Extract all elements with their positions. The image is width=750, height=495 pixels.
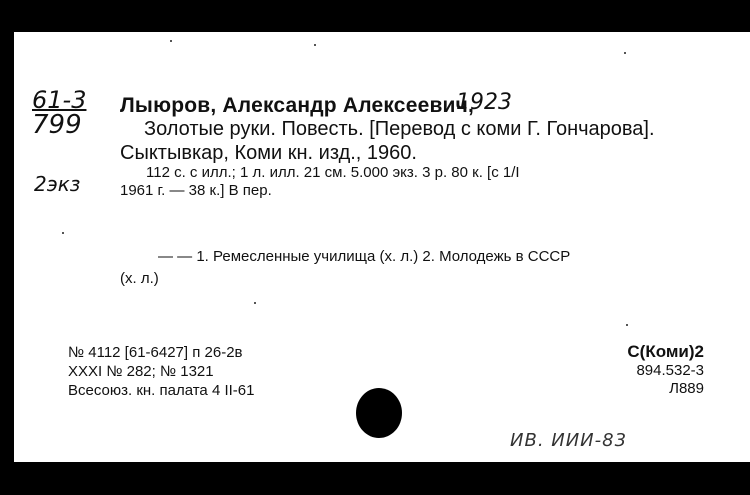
subject-headings-continued: (х. л.) — [120, 270, 159, 287]
punch-hole — [356, 388, 402, 438]
handwritten-birth-year: 1923 — [456, 90, 512, 115]
speck — [314, 44, 316, 46]
price-continuation-line: 1961 г. — 38 к.] В пер. — [120, 182, 272, 199]
speck — [626, 324, 628, 326]
speck — [254, 302, 256, 304]
imprint: Сыктывкар, Коми кн. изд., 1960. — [120, 142, 417, 164]
classification-udc: 894.532-3 — [636, 362, 704, 379]
collation-line: 112 с. с илл.; 1 л. илл. 21 см. 5.000 экз. 3 р. 80 к. [с 1/I — [146, 164, 520, 181]
registration-number: № 4112 [61-6427] п 26-2в — [68, 344, 243, 361]
registration-chamber: Всесоюз. кн. палата 4 II-61 — [68, 382, 255, 399]
classification-index: С(Коми)2 — [627, 342, 704, 361]
handwritten-copies-note: 2экз — [34, 172, 81, 196]
handwritten-shelf-mark-top: 61-3 — [32, 86, 87, 114]
handwritten-shelf-mark-bottom: 799 — [32, 110, 82, 140]
speck — [170, 40, 172, 42]
author-heading: Лыюров, Александр Алексеевич, — [120, 94, 475, 117]
speck — [62, 232, 64, 234]
registration-series: XXXI № 282; № 1321 — [68, 363, 214, 380]
handwritten-inventory-note: ИВ. ИИИ-83 — [510, 430, 628, 451]
subject-headings: — — 1. Ремесленные училища (х. л.) 2. Молодежь в СССР — [158, 248, 571, 265]
catalog-card — [14, 32, 750, 462]
scan-border-bottom — [0, 462, 750, 495]
book-title: Золотые руки. Повесть. [Перевод с коми Г. Гончарова]. — [144, 118, 655, 140]
classification-author-mark: Л889 — [669, 380, 704, 397]
speck — [624, 52, 626, 54]
scan-border-top — [0, 0, 750, 32]
